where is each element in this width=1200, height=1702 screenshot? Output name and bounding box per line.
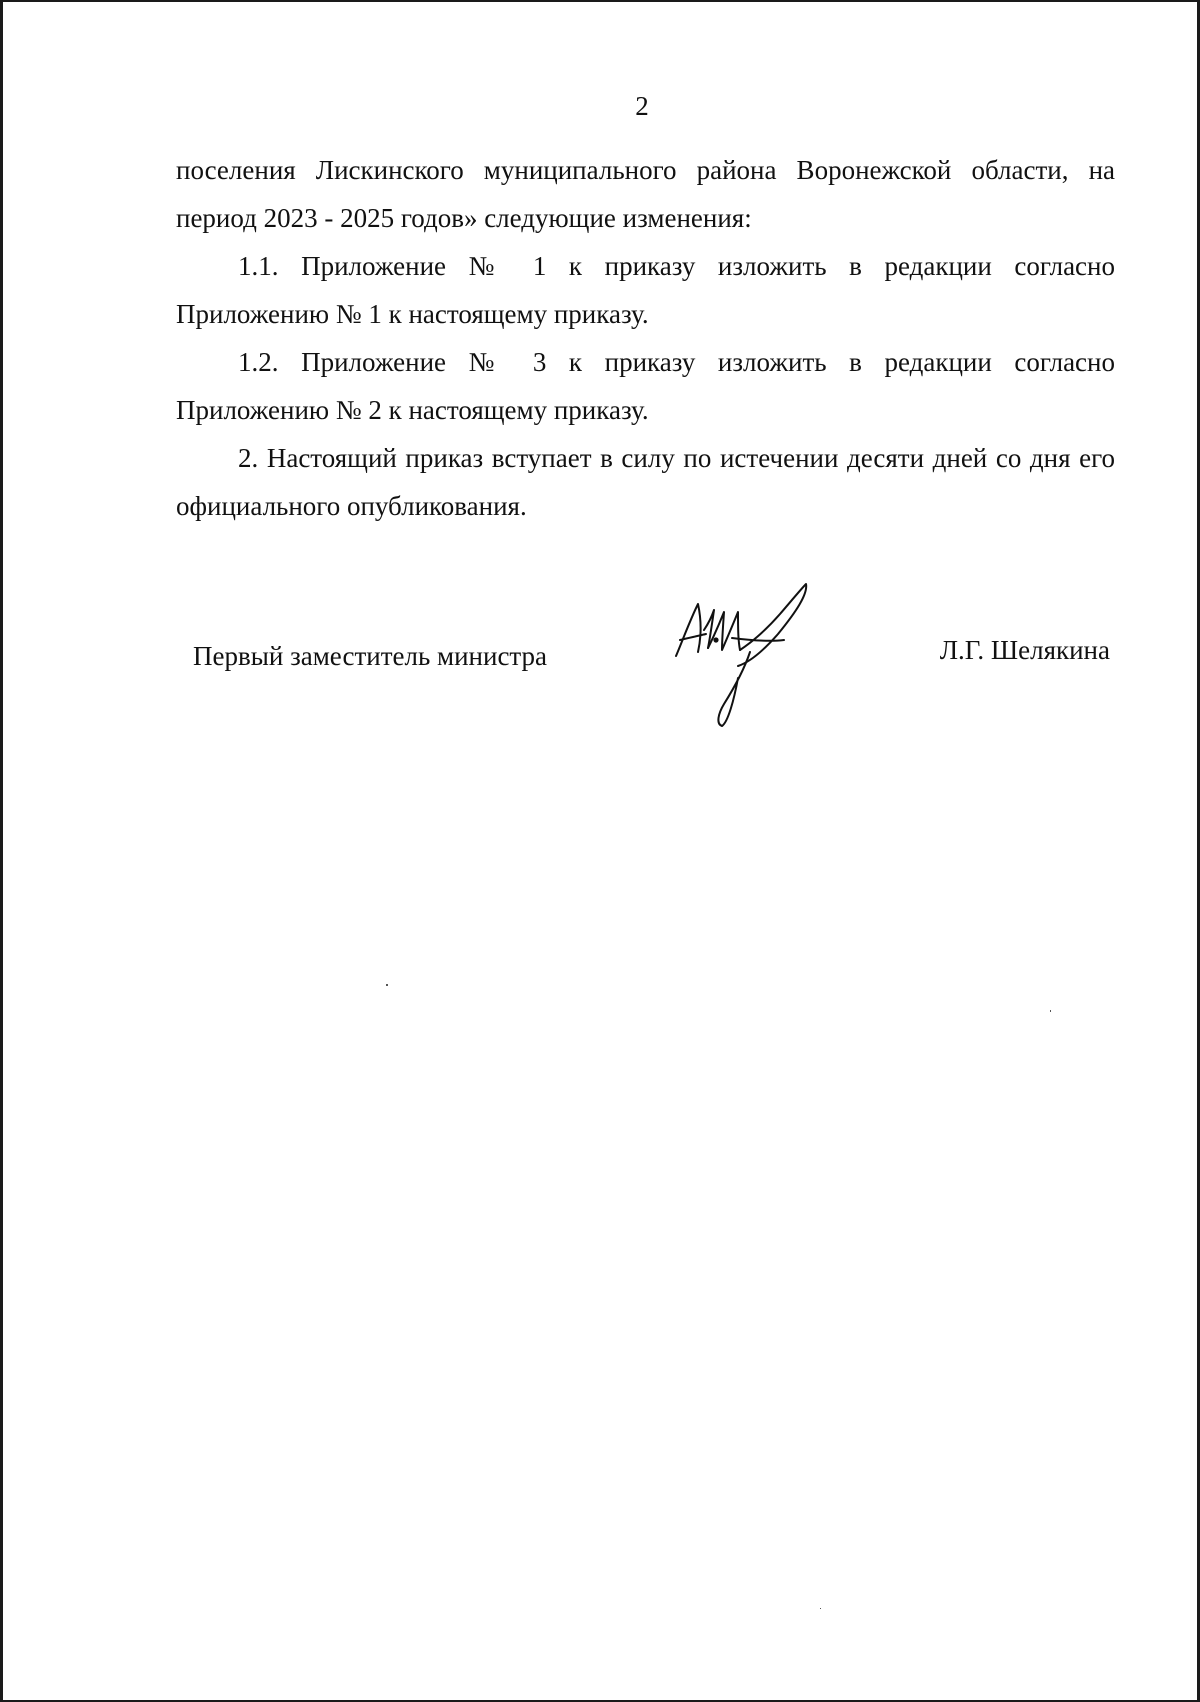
scan-speck [1050,1010,1051,1012]
paragraph-item-1-2-line-2: Приложению № 2 к настоящему приказу. [176,395,649,425]
signature-block [0,580,1200,730]
paragraph-item-1-2-line-1: 1.2. Приложение № 3 к приказу изложить в редакции согласно [238,347,1115,377]
signer-position: Первый заместитель министра [193,641,548,671]
paragraph-item-1-1-line-1: 1.1. Приложение № 1 к приказу изложить в редакции согласно [238,251,1115,281]
paragraph-1-line-2: период 2023 - 2025 годов» следующие изменения: [176,203,752,233]
handwritten-signature [668,580,828,730]
scan-speck [386,984,388,986]
paragraph-item-2-line-2: официального опубликования. [176,491,527,521]
paragraph-item-2-line-1: 2. Настоящий приказ вступает в силу по истечении десяти дней со дня его [238,443,1115,473]
signer-name: Л.Г. Шелякина [939,635,1110,665]
scan-speck [820,1608,821,1609]
document-body [176,146,1115,530]
paragraph-item-1-1-line-2: Приложению № 1 к настоящему приказу. [176,299,649,329]
page-number: 2 [635,91,649,121]
paragraph-1-line-1: поселения Лискинского муниципального района Воронежской области, на [176,155,1115,185]
